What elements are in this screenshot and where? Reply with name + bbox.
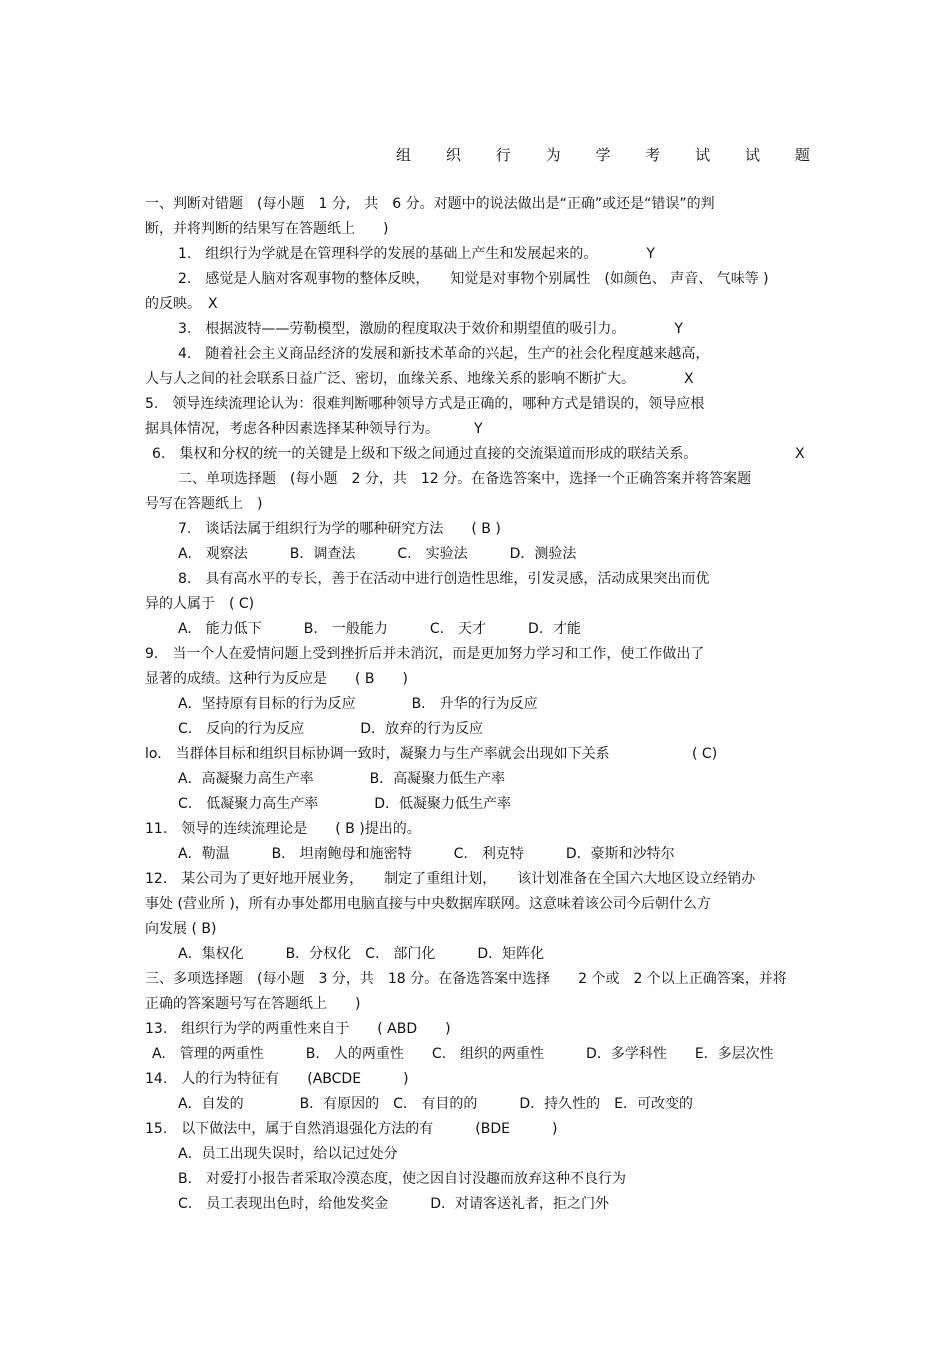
text-line: 的反映。 X [145, 296, 218, 312]
options-line: A. 观察法 B．调查法 C. 实验法 D．测验法 [178, 546, 577, 562]
text-line: 显著的成绩。这种行为反应是 ( B ) [145, 671, 408, 687]
options-line: C. 员工表现出色时，给他发奖金 D．对请客送礼者，拒之门外 [178, 1196, 610, 1212]
text-line: 号写在答题纸上 ) [145, 496, 263, 512]
options-line: A．勒温 B. 坦南鲍母和施密特 C. 利克特 D．豪斯和沙特尔 [178, 846, 675, 862]
text-line: 据具体情况，考虑各种因素选择某种领导行为。 Y [145, 421, 483, 437]
text-line: 断，并将判断的结果写在答题纸上 ) [145, 221, 389, 237]
title-char: 行 [495, 146, 511, 164]
page-title [396, 144, 810, 165]
options-line: C. 反向的行为反应 D．放弃的行为反应 [178, 721, 484, 737]
question-line: 3. 根据波特——劳勒模型，激励的程度取决于效价和期望值的吸引力。 Y [178, 321, 683, 337]
title-char: 题 [794, 146, 810, 164]
options-line: A．员工出现失误时，给以记过处分 [178, 1146, 398, 1162]
question-line: 7. 谈话法属于组织行为学的哪种研究方法 ( B ) [178, 521, 501, 537]
question-line: 2. 感觉是人脑对客观事物的整体反映， 知觉是对事物个别属性 (如颜色、 声音、 气味等 ) [178, 271, 769, 287]
options-line: A. 管理的两重性 B. 人的两重性 C. 组织的两重性 D．多学科性 E．多层次性 [152, 1046, 774, 1062]
title-char: 试 [695, 146, 711, 164]
title-char: 织 [445, 146, 461, 164]
options-line: B. 对爱打小报告者采取冷漠态度，使之因自讨没趣而放弃这种不良行为 [178, 1171, 627, 1187]
options-line: A．坚持原有目标的行为反应 B. 升华的行为反应 [178, 696, 538, 712]
text-line: 事处 (营业所 )，所有办事处都用电脑直接与中央数据库联网。这意味着该公司今后朝什么方 [145, 896, 711, 912]
options-line: A．集权化 B．分权化 C. 部门化 D．矩阵化 [178, 946, 545, 962]
answer-mark: X [795, 446, 805, 462]
title-char: 考 [645, 146, 661, 164]
question-line: 4. 随着社会主义商品经济的发展和新技术革命的兴起，生产的社会化程度越来越高， [178, 346, 710, 362]
title-char: 试 [745, 146, 761, 164]
text-line: 异的人属于 ( C) [145, 596, 255, 612]
options-line: A. 能力低下 B. 一般能力 C. 天才 D．才能 [178, 621, 581, 637]
question-line: 11. 领导的连续流理论是 ( B )提出的。 [145, 821, 421, 837]
question-line: 13. 组织行为学的两重性来自于 ( ABD ) [145, 1021, 451, 1037]
options-line: A．自发的 B．有原因的 C. 有目的的 D．持久性的 E．可改变的 [178, 1096, 694, 1112]
question-line: lo. 当群体目标和组织目标协调一致时，凝聚力与生产率就会出现如下关系 [145, 746, 610, 762]
question-line: 9. 当一个人在爱情问题上受到挫折后并未消沉，而是更加努力学习和工作，使工作做出了 [145, 646, 705, 662]
title-char: 学 [595, 146, 611, 164]
section-heading: 三、多项选择题 (每小题 3 分，共 18 分。在备选答案中选择 2 个或 2 个以上正确答案，并将 [145, 971, 787, 987]
question-line: 1. 组织行为学就是在管理科学的发展的基础上产生和发展起来的。 Y [178, 246, 655, 262]
options-line: A．高凝聚力高生产率 B．高凝聚力低生产率 [178, 771, 506, 787]
title-char: 为 [545, 146, 561, 164]
title-char: 组 [396, 146, 412, 164]
question-line: 14. 人的行为特征有 (ABCDE ) [145, 1071, 409, 1087]
question-line: 15. 以下做法中，属于自然消退强化方法的有 (BDE ) [145, 1121, 558, 1137]
options-line: C. 低凝聚力高生产率 D．低凝聚力低生产率 [178, 796, 512, 812]
section-heading: 一、判断对错题 (每小题 1 分, 共 6 分。对题中的说法做出是“正确”或还是“错误”的判 [145, 196, 715, 212]
answer-mark: ( C) [692, 746, 718, 762]
section-heading: 二、单项选择题 (每小题 2 分，共 12 分。在备选答案中，选择一个正确答案并将答案题 [178, 471, 752, 487]
text-line: 向发展 ( B) [145, 921, 217, 937]
question-line: 12. 某公司为了更好地开展业务， 制定了重组计划， 该计划准备在全国六大地区设立经销办 [145, 871, 756, 887]
question-line: 6. 集权和分权的统一的关键是上级和下级之间通过直接的交流渠道而形成的联结关系。 [152, 446, 698, 462]
text-line: 正确的答案题号写在答题纸上 ) [145, 996, 361, 1012]
question-line: 5. 领导连续流理论认为：很难判断哪种领导方式是正确的，哪种方式是错误的，领导应根 [145, 396, 705, 412]
question-line: 8. 具有高水平的专长，善于在活动中进行创造性思维，引发灵感，活动成果突出而优 [178, 571, 710, 587]
text-line: 人与人之间的社会联系日益广泛、密切，血缘关系、地缘关系的影响不断扩大。 X [145, 371, 694, 387]
